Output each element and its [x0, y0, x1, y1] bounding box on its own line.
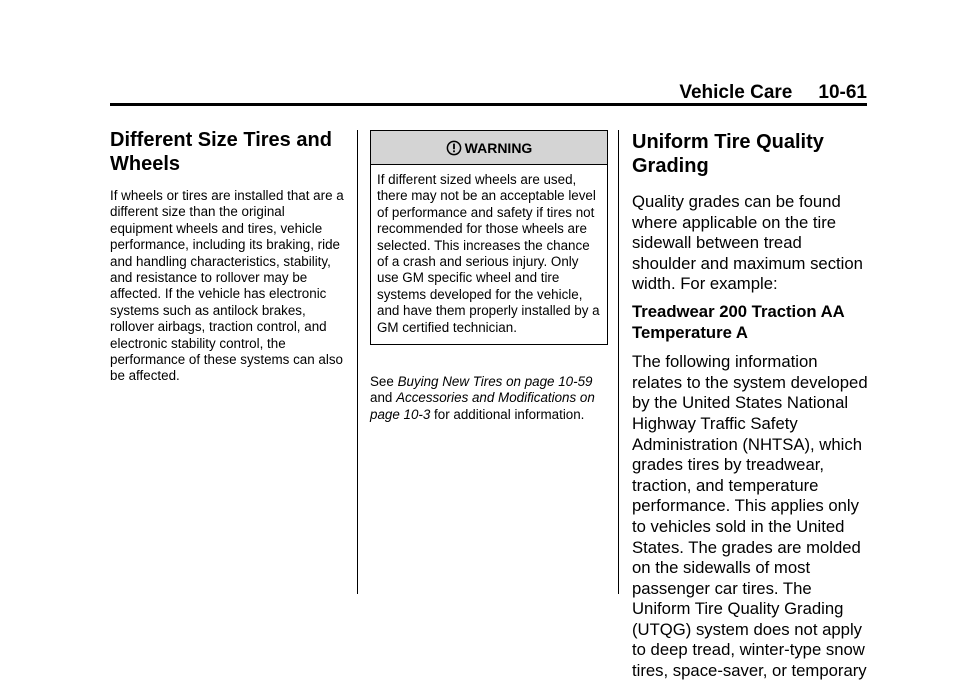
column-2 — [370, 130, 608, 423]
column-3 — [632, 130, 868, 682]
see-also-paragraph — [370, 374, 608, 423]
warning-title: WARNING — [464, 139, 533, 156]
warning-icon — [446, 140, 462, 156]
warning-box — [370, 130, 608, 345]
heading-utqg: Uniform Tire Quality Grading — [632, 131, 824, 177]
column-divider — [618, 130, 619, 594]
heading-different-size-tires: Different Size Tires and Wheels — [110, 129, 332, 175]
section-title: Vehicle Care — [679, 82, 793, 103]
see-prefix: See — [370, 374, 394, 390]
column-divider — [357, 130, 358, 594]
page-number: 10-61 — [818, 82, 867, 103]
warning-header — [371, 131, 607, 165]
see-suffix: for additional information. — [434, 406, 585, 422]
header-rule — [110, 103, 867, 106]
warning-text: If different sized wheels are used, there may not be an acceptable level of performance and safety if tires not recommended for those wheels are selected. This increases the chance of a crash and serious injury. Only use GM specific wheel and tire systems developed for the vehicle, and have them properly installed by a GM certified technician. — [377, 172, 600, 335]
see-and: and — [370, 390, 393, 406]
example-grades: Treadwear 200 Traction AA Temperature A — [632, 301, 845, 342]
reference-link-accessories[interactable]: Accessories and Modifications on page 10-3 — [370, 390, 595, 422]
paragraph-quality-grades: Quality grades can be found where applicable on the tire sidewall between tread shoulder and maximum section width. For example: — [632, 192, 863, 294]
page-header — [110, 82, 867, 104]
reference-link-buying-new-tires[interactable]: Buying New Tires on page 10-59 — [397, 374, 593, 390]
column-1 — [110, 128, 346, 385]
paragraph-different-size: If wheels or tires are installed that are a different size than the original equipment wheels and tires, vehicle performance, including its braking, ride and handling characteristics, stability, and resistance to rollover may be affected. If the vehicle has electronic systems such as antilock brakes, rollover airbags, traction control, and electronic stability control, the performance of these systems can also be affected. — [110, 188, 344, 384]
paragraph-nhtsa: The following information relates to the system developed by the United States National Highway Traffic Safety Administration (NHTSA), which grades tires by treadwear, traction, and temperature performance. This applies only to vehicles sold in the United States. The grades are molded on the sidewalls of most passenger car tires. The Uniform Tire Quality Grading (UTQG) system does not apply to deep tread, winter-type snow tires, space-saver, or temporary — [632, 352, 868, 681]
